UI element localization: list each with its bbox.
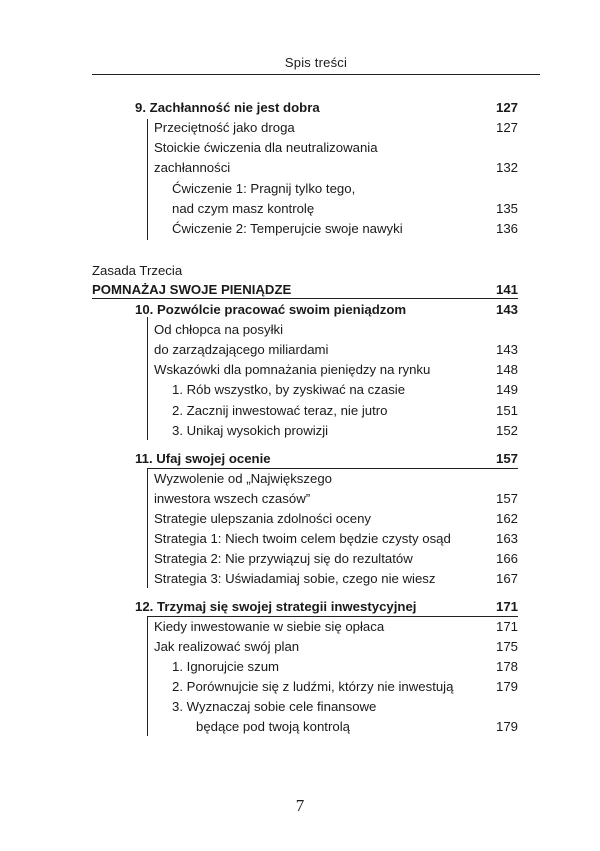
toc-entry-page: 175 xyxy=(495,639,518,654)
toc-entry-title: 10. Pozwólcie pracować swoim pieniądzom xyxy=(135,302,407,317)
toc-entry xyxy=(135,99,518,117)
toc-entry-page: 141 xyxy=(495,282,518,297)
toc-entry-page: 179 xyxy=(495,679,518,694)
toc-entry-page: 132 xyxy=(495,160,518,175)
toc-entry-page: 135 xyxy=(495,201,518,216)
toc-entry-title: Strategie ulepszania zdolności oceny xyxy=(154,511,371,526)
toc-entry-title: Kiedy inwestowanie w siebie się opłaca xyxy=(154,619,385,634)
toc-entry-title: będące pod twoją kontrolą xyxy=(196,719,350,734)
toc-entry-title: do zarządzającego miliardami xyxy=(154,342,329,357)
page-number: 7 xyxy=(295,796,305,815)
toc-entry xyxy=(172,422,518,440)
toc-entry-title: 12. Trzymaj się swojej strategii inwestycyjnej xyxy=(135,599,417,614)
toc-entry-page: 157 xyxy=(495,451,518,466)
toc-entry-title: Od chłopca na posyłki xyxy=(154,322,284,337)
toc-entry-page: 163 xyxy=(495,531,518,546)
toc-entry-title: inwestora wszech czasów” xyxy=(154,491,311,506)
toc-entry-page: 179 xyxy=(495,719,518,734)
bracket-horizontal-ch12 xyxy=(147,616,518,617)
toc-entry-page: 171 xyxy=(495,599,518,614)
toc-entry-title: nad czym masz kontrolę xyxy=(172,201,315,216)
toc-entry-title: Ćwiczenie 2: Temperujcie swoje nawyki xyxy=(172,221,403,236)
toc-entry-page: 162 xyxy=(495,511,518,526)
toc-entry-title: Ćwiczenie 1: Pragnij tylko tego, xyxy=(172,181,356,196)
toc-entry-title: Stoickie ćwiczenia dla neutralizowania xyxy=(154,140,378,155)
toc-entry-title: Strategia 2: Nie przywiązuj się do rezultatów xyxy=(154,551,413,566)
toc-entry-page: 127 xyxy=(495,100,518,115)
toc-entry xyxy=(135,450,518,468)
toc-entry-page: 148 xyxy=(495,362,518,377)
toc-entry xyxy=(172,180,518,198)
toc-entry-title: zachłanności xyxy=(154,160,231,175)
toc-entry-page: 157 xyxy=(495,491,518,506)
toc-entry-title: Jak realizować swój plan xyxy=(154,639,300,654)
bracket-vertical-ch10 xyxy=(147,317,148,440)
toc-entry xyxy=(172,402,518,420)
toc-entry-page: 143 xyxy=(495,302,518,317)
toc-entry-title: 1. Rób wszystko, by zyskiwać na czasie xyxy=(172,382,406,397)
toc-entry xyxy=(154,341,518,359)
toc-entry-title: 3. Wyznaczaj sobie cele finansowe xyxy=(172,699,377,714)
toc-entry xyxy=(154,321,518,339)
toc-entry xyxy=(154,361,518,379)
toc-entry-page: 167 xyxy=(495,571,518,586)
toc-entry xyxy=(154,530,518,548)
toc-entry xyxy=(92,281,518,299)
toc-entry-title: 2. Porównujcie się z ludźmi, którzy nie inwestują xyxy=(172,679,454,694)
toc-entry xyxy=(154,570,518,588)
toc-entry xyxy=(135,598,518,616)
toc-entry-title: POMNAŻAJ SWOJE PIENIĄDZE xyxy=(92,282,292,297)
toc-entry xyxy=(154,550,518,568)
toc-entry xyxy=(196,718,518,736)
toc-entry xyxy=(154,618,518,636)
bracket-vertical-ch11 xyxy=(147,468,148,588)
toc-entry-page: 136 xyxy=(495,221,518,236)
toc-entry-title: Przeciętność jako droga xyxy=(154,120,295,135)
toc-entry-page: 171 xyxy=(495,619,518,634)
toc-entry-page: 149 xyxy=(495,382,518,397)
toc-entry-title: Strategia 1: Niech twoim celem będzie czysty osąd xyxy=(154,531,451,546)
toc-entry-title: 3. Unikaj wysokich prowizji xyxy=(172,423,329,438)
toc-entry-title: Strategia 3: Uświadamiaj sobie, czego nie wiesz xyxy=(154,571,436,586)
toc-entry-page: 152 xyxy=(495,423,518,438)
toc-entry xyxy=(92,262,518,280)
toc-entry xyxy=(172,678,518,696)
bracket-vertical-ch12 xyxy=(147,616,148,736)
toc-entry xyxy=(154,139,518,157)
bracket-vertical-ch9 xyxy=(147,119,148,240)
toc-entry xyxy=(154,510,518,528)
toc-entry xyxy=(154,638,518,656)
toc-entry-title: 2. Zacznij inwestować teraz, nie jutro xyxy=(172,403,388,418)
toc-entry xyxy=(172,200,518,218)
toc-entry-page: 166 xyxy=(495,551,518,566)
toc-entry xyxy=(135,301,518,319)
toc-entry xyxy=(172,381,518,399)
bracket-horizontal-ch11 xyxy=(147,468,518,469)
toc-entry-page: 127 xyxy=(495,120,518,135)
toc-entry xyxy=(154,470,518,488)
toc-entry-page: 151 xyxy=(495,403,518,418)
toc-entry xyxy=(154,119,518,137)
toc-entry xyxy=(154,159,518,177)
header-rule xyxy=(92,74,540,75)
toc-entry-title: 1. Ignorujcie szum xyxy=(172,659,280,674)
toc-entry-page: 143 xyxy=(495,342,518,357)
toc-entry xyxy=(172,698,518,716)
bracket-horizontal-part3 xyxy=(92,298,518,299)
toc-entry xyxy=(172,658,518,676)
toc-entry xyxy=(154,490,518,508)
running-header: Spis treści xyxy=(284,55,348,70)
toc-entry-title: 9. Zachłanność nie jest dobra xyxy=(135,100,320,115)
toc-entry-title: Zasada Trzecia xyxy=(92,263,183,278)
toc-entry-title: Wyzwolenie od „Największego xyxy=(154,471,332,486)
toc-entry-title: 11. Ufaj swojej ocenie xyxy=(135,451,271,466)
toc-entry-page: 178 xyxy=(495,659,518,674)
toc-entry-title: Wskazówki dla pomnażania pieniędzy na rynku xyxy=(154,362,431,377)
toc-entry xyxy=(172,220,518,238)
